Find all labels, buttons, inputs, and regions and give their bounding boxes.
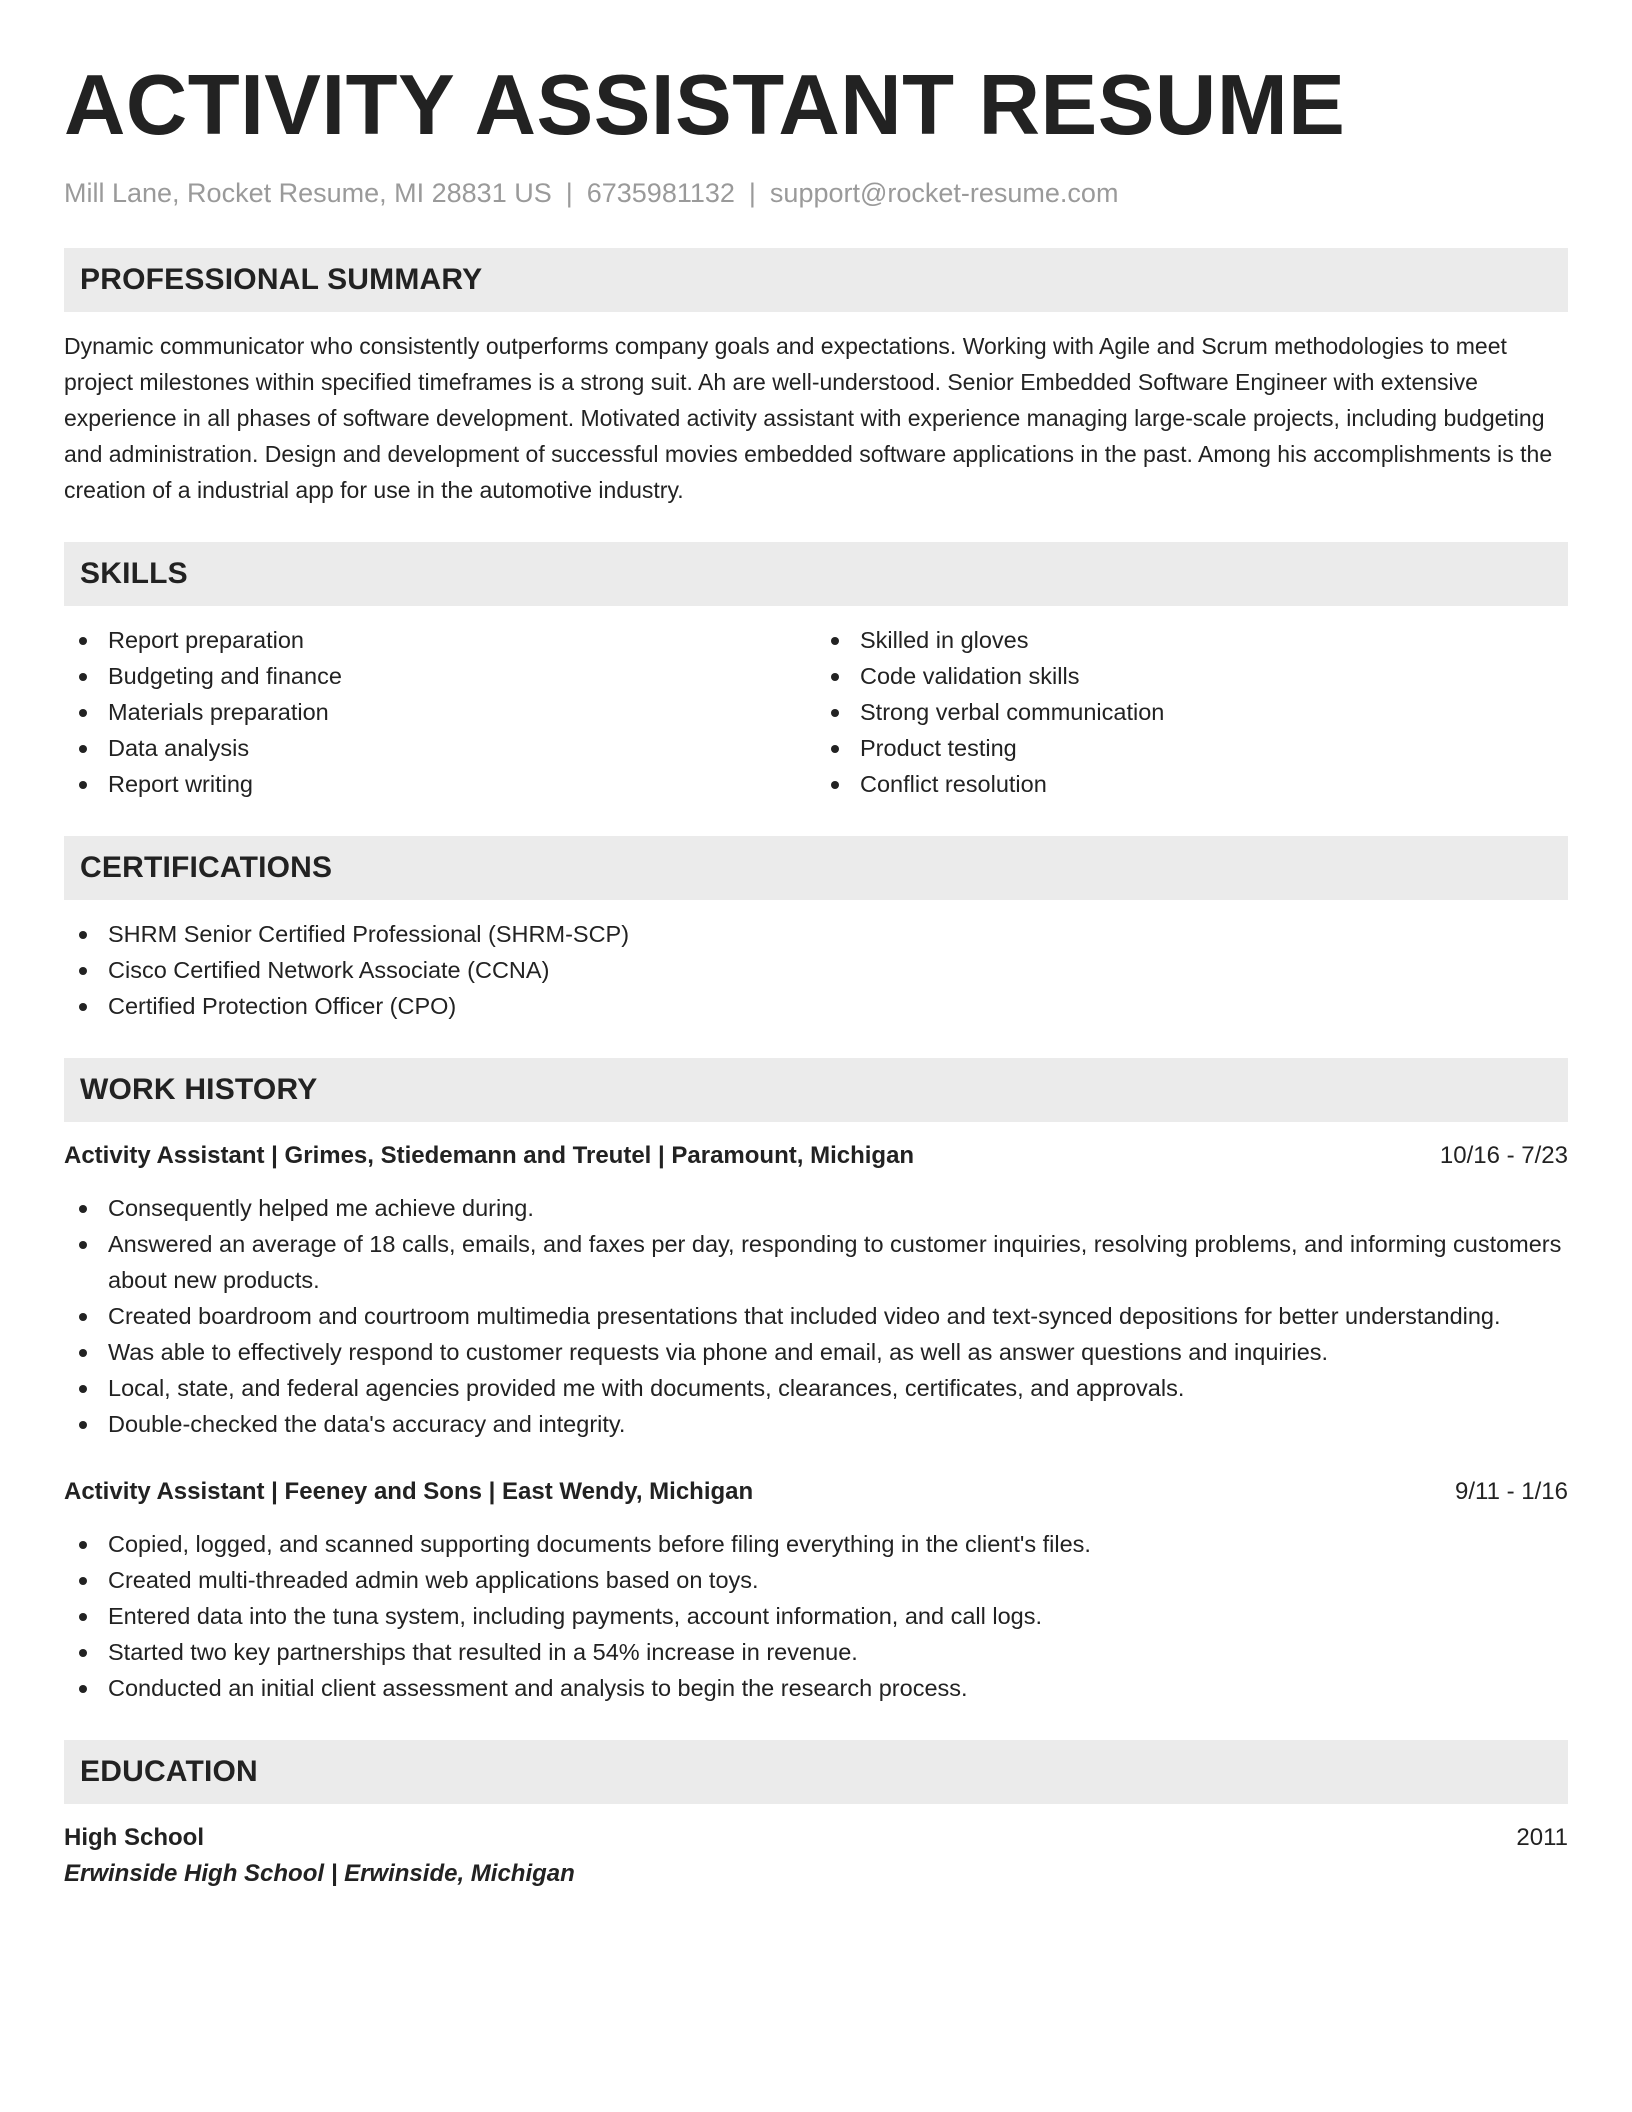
job-bullet: Started two key partnerships that resulted in a 54% increase in revenue. bbox=[64, 1634, 1568, 1670]
certifications-list bbox=[64, 916, 1568, 1024]
job-bullet: Double-checked the data's accuracy and integrity. bbox=[64, 1406, 1568, 1442]
job-bullets bbox=[64, 1526, 1568, 1706]
skill-item: Budgeting and finance bbox=[64, 658, 816, 694]
contact-address: Mill Lane, Rocket Resume, MI 28831 US bbox=[64, 178, 552, 208]
contact-phone: 6735981132 bbox=[586, 178, 735, 208]
job-entry bbox=[64, 1138, 1568, 1442]
job-title: Activity Assistant | Feeney and Sons | East Wendy, Michigan bbox=[64, 1478, 754, 1505]
skill-item: Report writing bbox=[64, 766, 816, 802]
education-header bbox=[64, 1820, 1568, 1856]
skill-item: Data analysis bbox=[64, 730, 816, 766]
job-bullet: Was able to effectively respond to customer requests via phone and email, as well as answer questions and inquiries. bbox=[64, 1334, 1568, 1370]
skills-list bbox=[64, 622, 1568, 802]
education-school: Erwinside High School | Erwinside, Michigan bbox=[64, 1860, 575, 1887]
job-bullets bbox=[64, 1190, 1568, 1442]
education-entry bbox=[64, 1820, 1568, 1892]
work-history-heading: WORK HISTORY bbox=[64, 1058, 1568, 1122]
job-bullet: Copied, logged, and scanned supporting documents before filing everything in the client's files. bbox=[64, 1526, 1568, 1562]
summary-heading: PROFESSIONAL SUMMARY bbox=[64, 248, 1568, 312]
contact-line bbox=[64, 176, 1568, 210]
skills-heading: SKILLS bbox=[64, 542, 1568, 606]
skills-column-right bbox=[816, 622, 1568, 802]
job-bullet: Answered an average of 18 calls, emails, and faxes per day, responding to customer inquiries, resolving problems, and informing customers about new products. bbox=[64, 1226, 1568, 1298]
job-dates: 10/16 - 7/23 bbox=[1439, 1142, 1568, 1169]
education-degree: High School bbox=[64, 1824, 204, 1851]
skill-item: Report preparation bbox=[64, 622, 816, 658]
education-year: 2011 bbox=[1516, 1824, 1568, 1851]
job-bullet: Consequently helped me achieve during. bbox=[64, 1190, 1568, 1226]
job-title: Activity Assistant | Grimes, Stiedemann and Treutel | Paramount, Michigan bbox=[64, 1142, 915, 1169]
resume-title: ACTIVITY ASSISTANT RESUME bbox=[64, 58, 1346, 153]
summary-text: Dynamic communicator who consistently outperforms company goals and expectations. Working with Agile and Scrum methodologies to meet project milestones within specified timeframes is a strong suit. Ah are well-understood. Senior Embedded Software Engineer with extensive experience in all phases of software development. Motivated activity assistant with experience managing large-scale projects, including budgeting and administration. Design and development of successful movies embedded software applications in the past. Among his accomplishments is the creation of a industrial app for use in the automotive industry. bbox=[64, 333, 1553, 503]
contact-separator: | bbox=[748, 178, 756, 208]
job-bullet: Entered data into the tuna system, including payments, account information, and call logs. bbox=[64, 1598, 1568, 1634]
skill-item: Strong verbal communication bbox=[816, 694, 1568, 730]
certification-item: SHRM Senior Certified Professional (SHRM-SCP) bbox=[64, 916, 1568, 952]
skill-item: Skilled in gloves bbox=[816, 622, 1568, 658]
contact-separator: | bbox=[565, 178, 573, 208]
job-bullet: Created boardroom and courtroom multimedia presentations that included video and text-synced depositions for better understanding. bbox=[64, 1298, 1568, 1334]
job-dates: 9/11 - 1/16 bbox=[1455, 1478, 1568, 1505]
certification-item: Certified Protection Officer (CPO) bbox=[64, 988, 1568, 1024]
skill-item: Materials preparation bbox=[64, 694, 816, 730]
job-entry bbox=[64, 1474, 1568, 1706]
skill-item: Product testing bbox=[816, 730, 1568, 766]
contact-email: support@rocket-resume.com bbox=[769, 178, 1119, 208]
certifications-heading: CERTIFICATIONS bbox=[64, 836, 1568, 900]
job-header bbox=[64, 1474, 1568, 1510]
skills-column-left bbox=[64, 622, 816, 802]
skill-item: Conflict resolution bbox=[816, 766, 1568, 802]
job-bullet: Created multi-threaded admin web applications based on toys. bbox=[64, 1562, 1568, 1598]
education-heading: EDUCATION bbox=[64, 1740, 1568, 1804]
job-bullet: Conducted an initial client assessment and analysis to begin the research process. bbox=[64, 1670, 1568, 1706]
certification-item: Cisco Certified Network Associate (CCNA) bbox=[64, 952, 1568, 988]
job-bullet: Local, state, and federal agencies provided me with documents, clearances, certificates, and approvals. bbox=[64, 1370, 1568, 1406]
skill-item: Code validation skills bbox=[816, 658, 1568, 694]
job-header bbox=[64, 1138, 1568, 1174]
